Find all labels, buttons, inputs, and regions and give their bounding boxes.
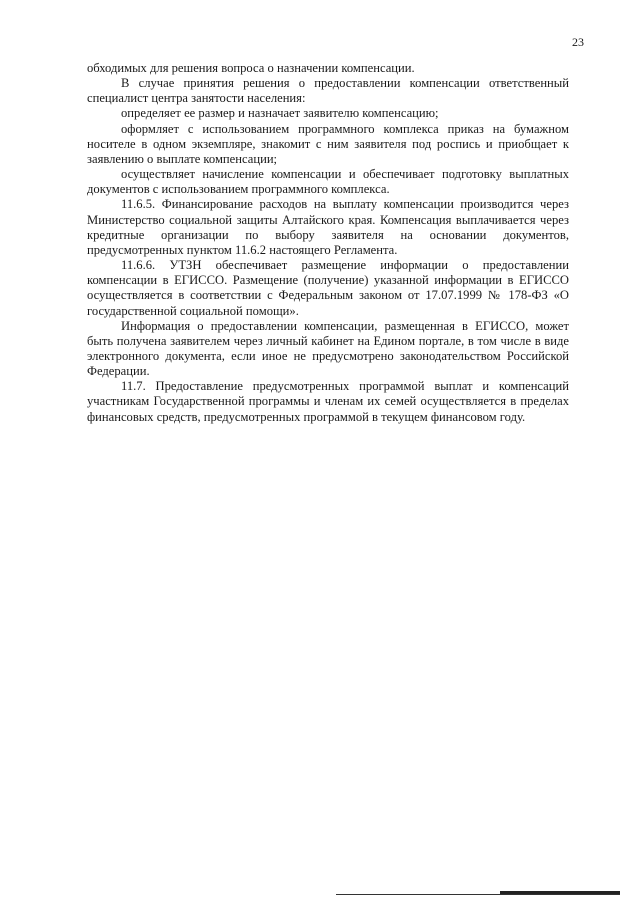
page-number: 23 — [572, 35, 584, 49]
document-body — [87, 61, 569, 425]
paragraph: В случае принятия решения о предоставлении компенсации ответственный специалист центра занятости населения: — [87, 76, 569, 106]
paragraph: Информация о предоставлении компенсации, размещенная в ЕГИССО, может быть получена заявителем через личный кабинет на Едином портале, в том числе в виде электронного документа, если иное не предусмотрено законодательством Российской Федерации. — [87, 318, 569, 379]
paragraph-11-6-6: 11.6.6. УТЗН обеспечивает размещение информации о предоставлении компенсации в ЕГИССО. Размещение (получение) указанной информации в ЕГИССО осуществляется в соответствии с Федеральным законом от 17.07.1999 № 178-ФЗ «О государственной социальной помощи». — [87, 258, 569, 318]
paragraph: оформляет с использованием программного комплекса приказ на бумажном носителе в одном экземпляре, знакомит с ним заявителя под роспись и приобщает к заявлению о выплате компенсации; — [87, 121, 569, 166]
scan-edge-line — [336, 894, 620, 895]
paragraph-continuation: обходимых для решения вопроса о назначении компенсации. — [87, 61, 415, 75]
paragraph: определяет ее размер и назначает заявителю компенсацию; — [121, 106, 439, 121]
paragraph: осуществляет начисление компенсации и обеспечивает подготовку выплатных документов с использованием программного комплекса. — [87, 167, 569, 197]
scan-edge-line-thick — [500, 891, 620, 894]
paragraph-11-7: 11.7. Предоставление предусмотренных программой выплат и компенсаций участникам Государственной программы и членам их семей осуществляется в пределах финансовых средств, предусмотренных программой в текущем финансовом году. — [87, 379, 569, 424]
paragraph-11-6-5: 11.6.5. Финансирование расходов на выплату компенсации производится через Министерство социальной защиты Алтайского края. Компенсация выплачивается через кредитные организации по выбору заявителя на основании документов, предусмотренных пунктом 11.6.2 настоящего Регламента. — [87, 197, 569, 257]
